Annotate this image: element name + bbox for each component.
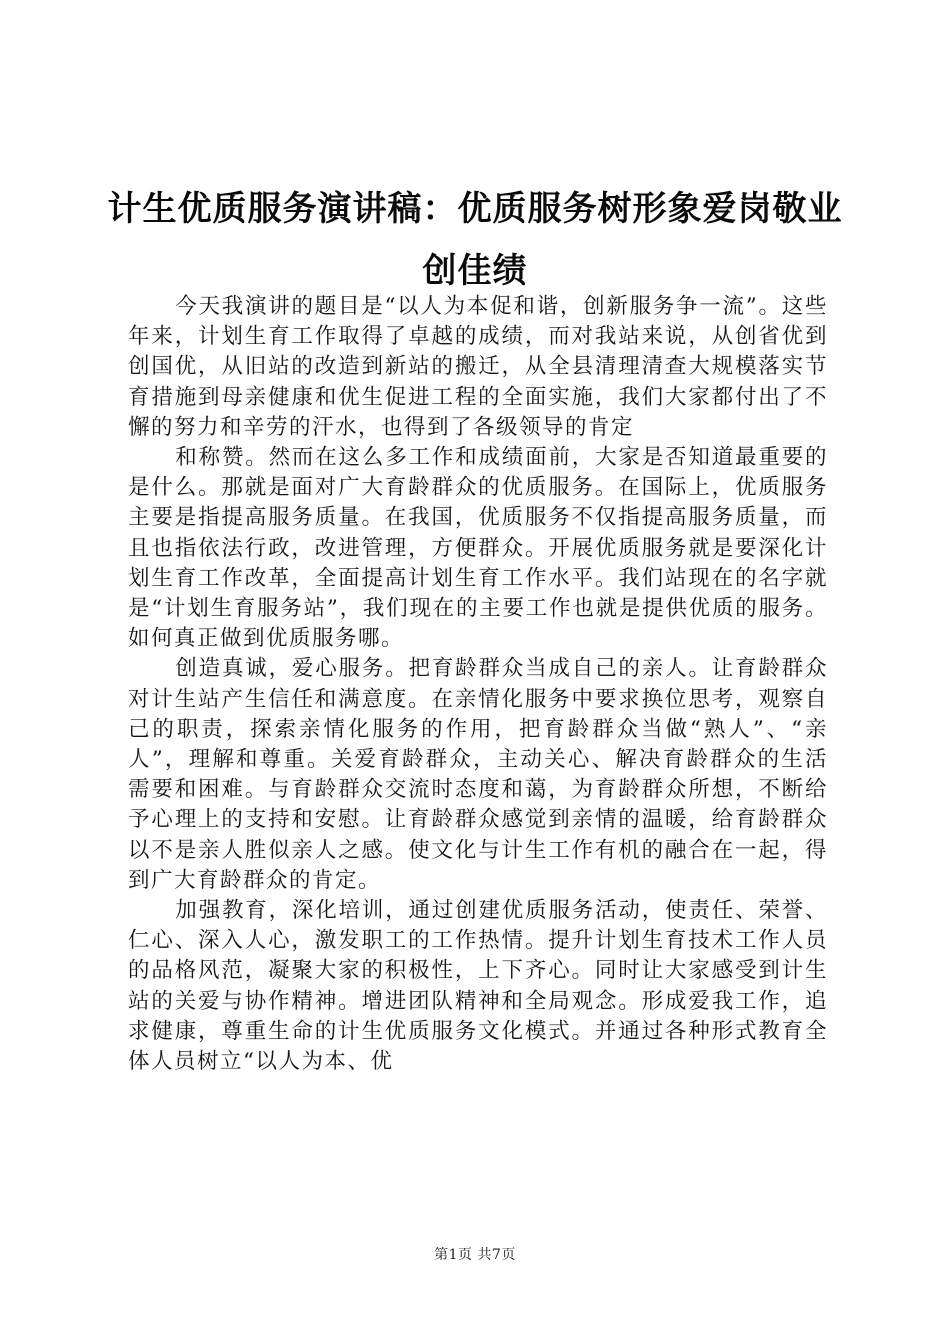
paragraph: 今天我演讲的题目是“以人为本促和谐，创新服务争一流”。这些年来，计划生育工作取得了卓越的成绩，而对我站来说，从创省优到创国优，从旧站的改造到新站的搬迁，从全县清理清查大规模落实节育措施到母亲健康和优生促进工程的全面实施，我们大家都付出了不懈的努力和辛劳的汗水，也得到了各级领导的肯定 (128, 294, 828, 440)
document-body (128, 292, 828, 1077)
document-title: 计生优质服务演讲稿：优质服务树形象爱岗敬业创佳绩 (107, 189, 843, 291)
paragraph: 创造真诚，爱心服务。把育龄群众当成自己的亲人。让育龄群众对计生站产生信任和满意度。在亲情化服务中要求换位思考，观察自己的职责，探索亲情化服务的作用，把育龄群众当做“熟人”、“亲人”，理解和尊重。关爱育龄群众，主动关心、解决育龄群众的生活需要和困难。与育龄群众交流时态度和蔼，为育龄群众所想，不断给予心理上的支持和安慰。让育龄群众感觉到亲情的温暖，给育龄群众以不是亲人胜似亲人之感。使文化与计生工作有机的融合在一起，得到广大育龄群众的肯定。 (128, 656, 828, 893)
page-number-footer: 第1页 共7页 (434, 1247, 516, 1263)
paragraph: 和称赞。然而在这么多工作和成绩面前，大家是否知道最重要的是什么。那就是面对广大育龄群众的优质服务。在国际上，优质服务主要是指提高服务质量。在我国，优质服务不仅指提高服务质量，而且也指依法行政，改进管理，方便群众。开展优质服务就是要深化计划生育工作改革，全面提高计划生育工作水平。我们站现在的名字就是“计划生育服务站”，我们现在的主要工作也就是提供优质的服务。如何真正做到优质服务哪。 (128, 445, 828, 652)
paragraph: 加强教育，深化培训，通过创建优质服务活动，使责任、荣誉、仁心、深入人心，激发职工的工作热情。提升计划生育技术工作人员的品格风范，凝聚大家的积极性，上下齐心。同时让大家感受到计生站的关爱与协作精神。增进团队精神和全局观念。形成爱我工作，追求健康，尊重生命的计生优质服务文化模式。并通过各种形式教育全体人员树立“以人为本、优 (128, 898, 828, 1075)
